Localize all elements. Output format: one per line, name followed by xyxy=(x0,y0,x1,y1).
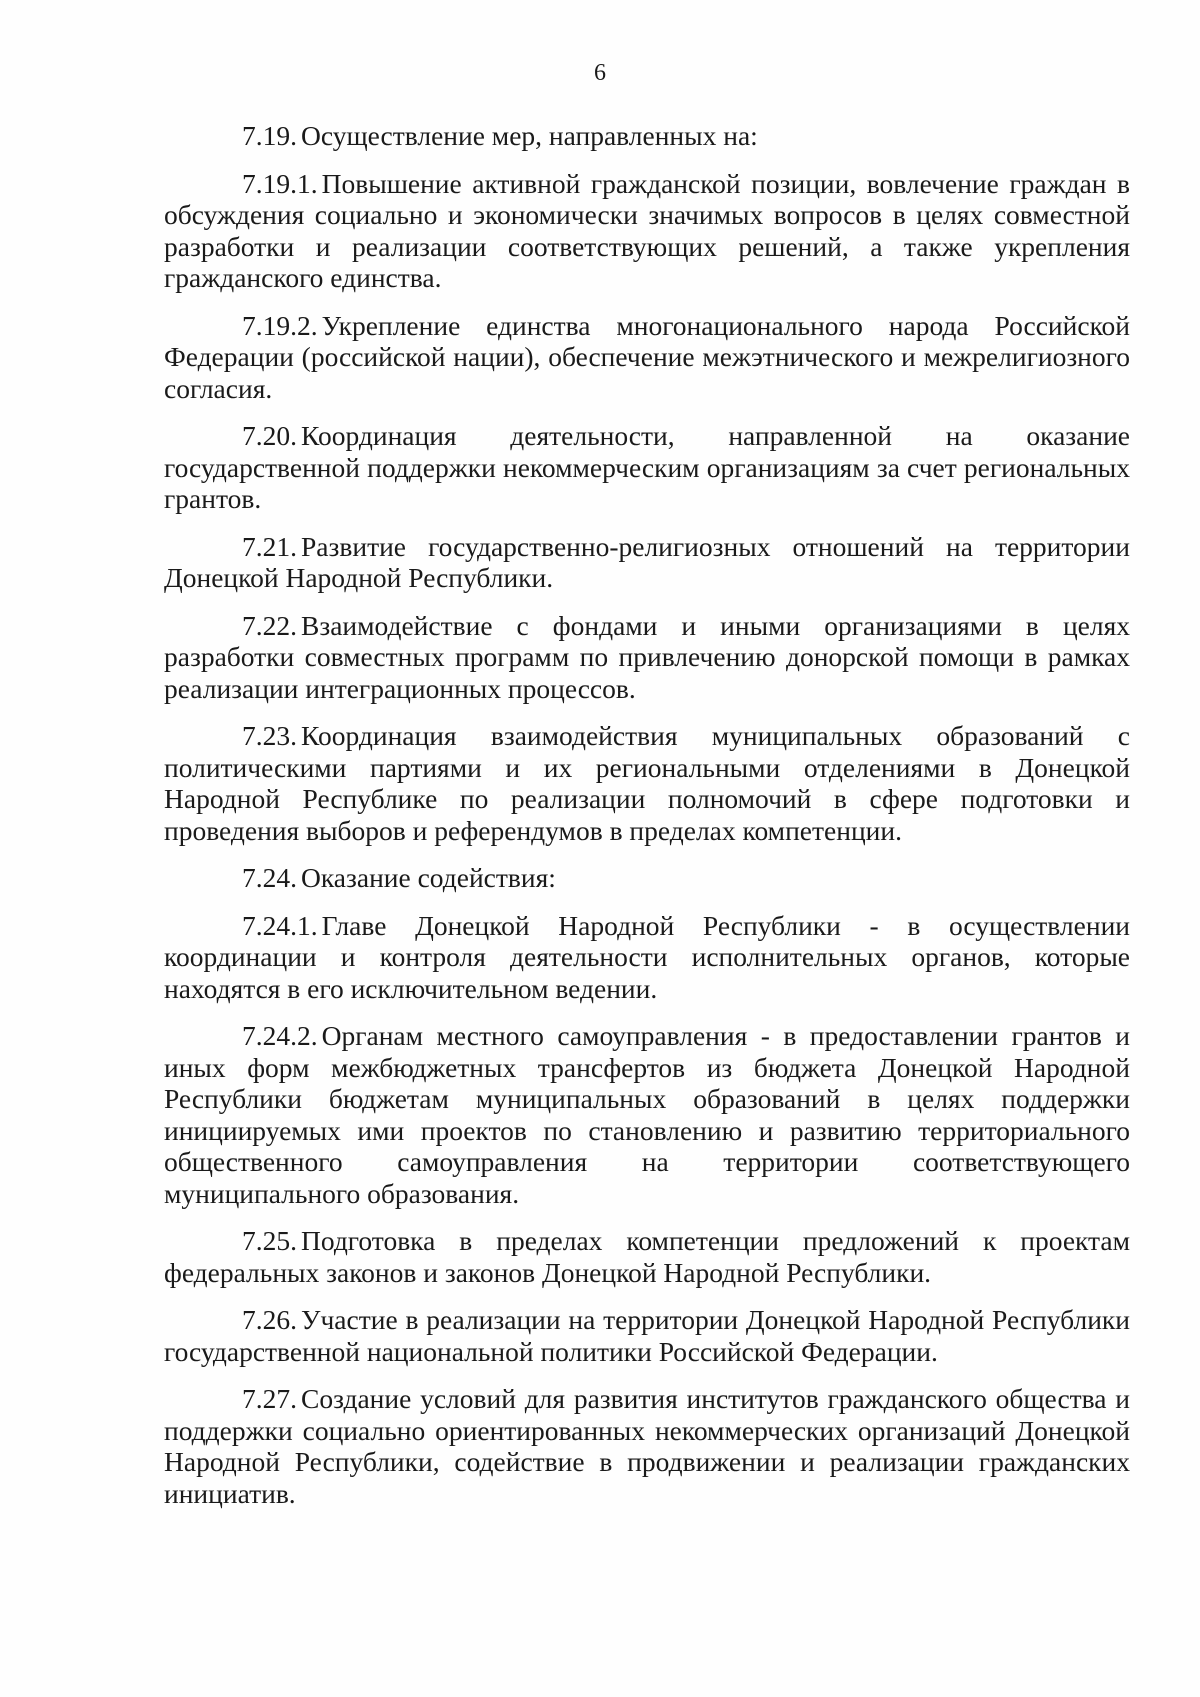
paragraph-7-24-2 xyxy=(164,1020,1130,1209)
paragraph-number: 7.19. xyxy=(242,120,297,151)
paragraph-number: 7.24. xyxy=(242,862,297,893)
paragraph-text: Участие в реализации на территории Донецкой Народной Республики государственной национальной политики Российской Федерации. xyxy=(164,1304,1130,1367)
paragraph-number: 7.20. xyxy=(242,420,297,451)
paragraph-text: Укрепление единства многонационального народа Российской Федерации (российской нации), обеспечение межэтнического и межрелигиозного согласия. xyxy=(164,309,1130,404)
paragraph-number: 7.24.1. xyxy=(242,909,318,941)
paragraph-number: 7.19.1. xyxy=(242,167,318,199)
paragraph-number: 7.24.2. xyxy=(242,1020,318,1051)
paragraph-7-24-1 xyxy=(164,910,1130,1005)
paragraph-text: Оказание содействия: xyxy=(301,862,556,893)
paragraph-number: 7.19.2. xyxy=(242,309,318,341)
paragraph-number: 7.27. xyxy=(242,1383,297,1414)
paragraph-7-19 xyxy=(164,120,1130,152)
paragraph-7-26 xyxy=(164,1304,1130,1367)
paragraph-number: 7.26. xyxy=(242,1304,297,1335)
paragraph-7-21 xyxy=(164,531,1130,594)
paragraph-7-22 xyxy=(164,610,1130,705)
paragraph-7-25 xyxy=(164,1225,1130,1288)
paragraph-text: Главе Донецкой Народной Республики - в осуществлении координации и контроля деятельности исполнительных органов, которые находятся в его исключительном ведении. xyxy=(164,909,1130,1004)
paragraph-number: 7.23. xyxy=(242,720,297,751)
paragraph-text: Подготовка в пределах компетенции предложений к проектам федеральных законов и законов Донецкой Народной Республики. xyxy=(164,1225,1130,1288)
paragraph-text: Координация деятельности, направленной на оказание государственной поддержки некоммерческим организациям за счет региональных грантов. xyxy=(164,420,1130,514)
paragraph-text: Развитие государственно-религиозных отношений на территории Донецкой Народной Республики. xyxy=(164,530,1130,593)
paragraph-text: Создание условий для развития институтов гражданского общества и поддержки социально ориентированных некоммерческих организаций Донецкой Народной Республики, содействие в продвижении и реализации гражданских инициатив. xyxy=(164,1383,1130,1509)
paragraph-7-19-1 xyxy=(164,168,1130,294)
paragraph-7-20 xyxy=(164,420,1130,515)
paragraph-number: 7.21. xyxy=(242,530,297,562)
paragraph-text: Координация взаимодействия муниципальных образований с политическими партиями и их региональными отделениями в Донецкой Народной Республике по реализации полномочий в сфере подготовки и проведения выборов и референдумов в пределах компетенции. xyxy=(164,720,1130,846)
paragraph-text: Взаимодействие с фондами и иными организациями в целях разработки совместных программ по привлечению донорской помощи в рамках реализации интеграционных процессов. xyxy=(164,609,1130,704)
document-body xyxy=(164,120,1130,1525)
paragraph-text: Органам местного самоуправления - в предоставлении грантов и иных форм межбюджетных трансфертов из бюджета Донецкой Народной Республики бюджетам муниципальных образований в целях поддержки инициируемых ими проектов по становлению и развитию территориального общественного самоуправления на территории соответствующего муниципального образования. xyxy=(164,1020,1130,1209)
paragraph-7-19-2 xyxy=(164,310,1130,405)
paragraph-7-24 xyxy=(164,862,1130,894)
page-number: 6 xyxy=(594,60,606,86)
paragraph-7-27 xyxy=(164,1383,1130,1509)
paragraph-number: 7.25. xyxy=(242,1225,297,1256)
paragraph-7-23 xyxy=(164,720,1130,846)
paragraph-number: 7.22. xyxy=(242,609,297,641)
paragraph-text: Повышение активной гражданской позиции, вовлечение граждан в обсуждения социально и экономически значимых вопросов в целях совместной разработки и реализации соответствующих решений, а также укрепления гражданского единства. xyxy=(164,167,1130,293)
paragraph-text: Осуществление мер, направленных на: xyxy=(301,120,758,151)
